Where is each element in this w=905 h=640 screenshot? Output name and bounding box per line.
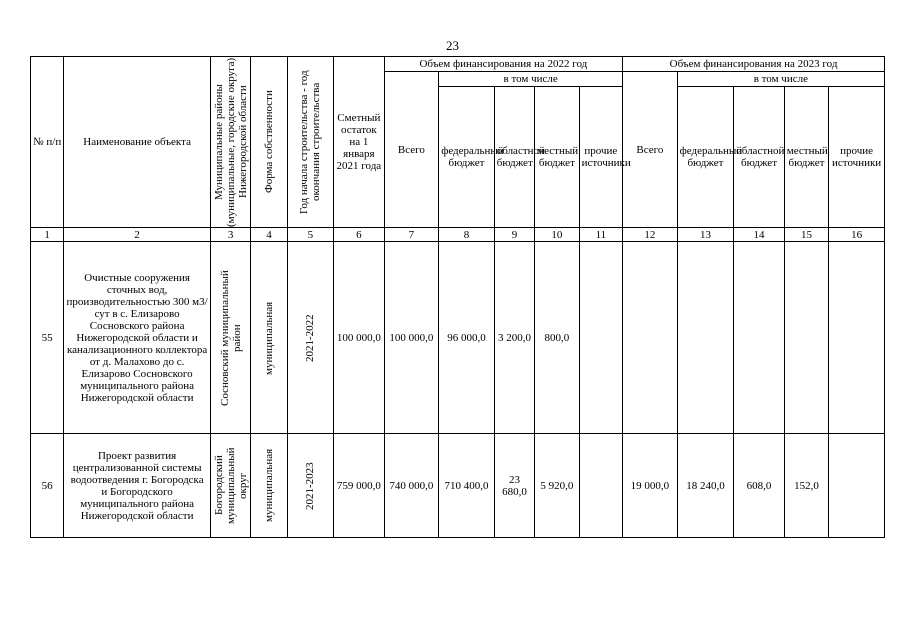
header-other-2023: прочие источники: [829, 87, 885, 228]
header-estimate: Сметный остаток на 1 января 2021 года: [334, 57, 385, 228]
regional-2023: 608,0: [734, 434, 785, 538]
row-num: 56: [31, 434, 64, 538]
header-total-2023: Всего: [623, 72, 678, 228]
header-including-2023: в том числе: [677, 72, 884, 87]
federal-2023: 18 240,0: [677, 434, 734, 538]
col-num: 7: [384, 228, 439, 242]
regional-2022: 3 200,0: [494, 242, 534, 434]
header-federal-2023: федеральный бюджет: [677, 87, 734, 228]
other-2022: [579, 242, 623, 434]
object-name: Проект развития централизованной системы водоотведения г. Богородска и Богородского муниципального района Нижегородской области: [64, 434, 211, 538]
col-num: 16: [829, 228, 885, 242]
construction-years: 2021-2023: [304, 461, 317, 510]
total-2022: 740 000,0: [384, 434, 439, 538]
local-2023: 152,0: [784, 434, 828, 538]
header-district-cell: [210, 57, 250, 228]
col-num: 8: [439, 228, 495, 242]
col-num: 12: [623, 228, 678, 242]
header-district: Муниципальные районы (муниципальные, городские округа) Нижегородской области: [212, 57, 249, 227]
header-regional-2023: областной бюджет: [734, 87, 785, 228]
local-2023: [784, 242, 828, 434]
header-total-2022: Всего: [384, 72, 439, 228]
form-cell: [251, 434, 287, 538]
object-name: Очистные сооружения сточных вод, производительностью 300 м3/сут в с. Елизарово Сосновского района Нижегородской области и канализационного коллектора от д. Малахово до с. Елизарово Сосновского муниципального района Нижегородской области: [64, 242, 211, 434]
col-num: 3: [210, 228, 250, 242]
header-years-cell: [287, 57, 333, 228]
header-regional-2022: областной бюджет: [494, 87, 534, 228]
row-num: 55: [31, 242, 64, 434]
header-form: Форма собственности: [262, 90, 275, 194]
col-num: 4: [251, 228, 287, 242]
district: Богородский муниципальный округ: [212, 447, 249, 524]
other-2022: [579, 434, 623, 538]
years-cell: [287, 434, 333, 538]
col-num: 14: [734, 228, 785, 242]
financing-table: [30, 56, 885, 538]
col-num: 1: [31, 228, 64, 242]
regional-2022: 23 680,0: [494, 434, 534, 538]
federal-2022: 710 400,0: [439, 434, 495, 538]
total-2023: 19 000,0: [623, 434, 678, 538]
estimate: 759 000,0: [334, 434, 385, 538]
district: Сосновский муниципальный район: [218, 269, 243, 406]
col-num: 9: [494, 228, 534, 242]
table-row: [31, 242, 885, 434]
other-2023: [829, 242, 885, 434]
local-2022: 800,0: [535, 242, 579, 434]
header-federal-2022: федеральный бюджет: [439, 87, 495, 228]
district-cell: [210, 242, 250, 434]
federal-2023: [677, 242, 734, 434]
ownership-form: муниципальная: [262, 448, 275, 523]
years-cell: [287, 242, 333, 434]
estimate: 100 000,0: [334, 242, 385, 434]
total-2023: [623, 242, 678, 434]
header-other-2022: прочие источники: [579, 87, 623, 228]
table-row: [31, 434, 885, 538]
form-cell: [251, 242, 287, 434]
col-num: 13: [677, 228, 734, 242]
page-number: 23: [446, 38, 459, 53]
col-num: 6: [334, 228, 385, 242]
header-years: Год начала строительства - год окончания строительства: [298, 70, 323, 214]
col-num: 10: [535, 228, 579, 242]
construction-years: 2021-2022: [304, 313, 317, 362]
col-num: 5: [287, 228, 333, 242]
header-including-2022: в том числе: [439, 72, 623, 87]
header-form-cell: [251, 57, 287, 228]
header-local-2023: местный бюджет: [784, 87, 828, 228]
ownership-form: муниципальная: [262, 300, 275, 375]
district-cell: [210, 434, 250, 538]
col-num: 2: [64, 228, 211, 242]
regional-2023: [734, 242, 785, 434]
col-num: 15: [784, 228, 828, 242]
header-name: Наименование объекта: [64, 57, 211, 228]
other-2023: [829, 434, 885, 538]
col-num: 11: [579, 228, 623, 242]
local-2022: 5 920,0: [535, 434, 579, 538]
header-fin-2022: Объем финансирования на 2022 год: [384, 57, 622, 72]
column-number-row: [31, 228, 885, 242]
federal-2022: 96 000,0: [439, 242, 495, 434]
header-local-2022: местный бюджет: [535, 87, 579, 228]
total-2022: 100 000,0: [384, 242, 439, 434]
header-fin-2023: Объем финансирования на 2023 год: [623, 57, 885, 72]
header-num: № п/п: [31, 57, 64, 228]
